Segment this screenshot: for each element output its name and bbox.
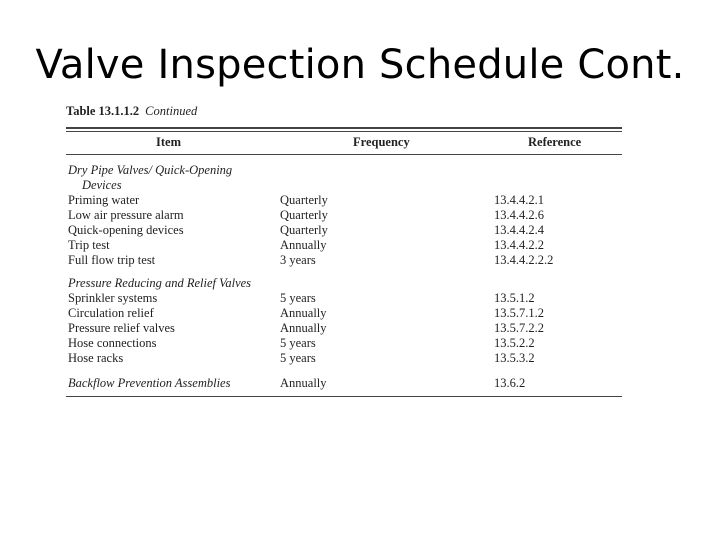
row-reference: 13.4.4.2.2 [494,238,544,252]
row-reference: 13.5.2.2 [494,336,535,350]
row-frequency: 5 years [280,291,316,305]
row-frequency: Annually [280,306,327,320]
row-item: Priming water [68,193,140,207]
section-title: Pressure Reducing and Relief Valves [68,276,252,290]
row-reference: 13.4.4.2.2.2 [494,253,554,267]
slide-title: Valve Inspection Schedule Cont. [35,42,685,88]
table-number: Table 13.1.1.2 [66,104,140,118]
table-bottom-rule [66,396,622,397]
row-item: Quick-opening devices [68,223,184,237]
table-row [66,351,622,366]
row-item: Sprinkler systems [68,291,158,305]
row-reference: 13.5.7.1.2 [494,306,544,320]
row-item: Hose racks [68,351,124,365]
table-row [66,208,622,223]
section-title: Dry Pipe Valves/ Quick-Opening [68,163,233,177]
header-reference: Reference [528,135,582,149]
table-body [66,155,622,396]
header-frequency: Frequency [353,135,410,149]
row-item: Hose connections [68,336,157,350]
row-frequency: 3 years [280,253,316,267]
table-row [66,223,622,238]
section-title-row [66,163,622,178]
section-title: Backflow Prevention Assemblies [68,376,231,390]
table-caption [66,102,622,120]
row-frequency: Quarterly [280,223,328,237]
row-frequency: Annually [280,321,327,335]
row-reference: 13.5.1.2 [494,291,535,305]
row-item: Low air pressure alarm [68,208,184,222]
row-frequency: Quarterly [280,193,328,207]
row-reference: 13.4.4.2.1 [494,193,544,207]
table-header [66,132,622,154]
row-frequency: Annually [280,376,327,390]
row-frequency: 5 years [280,351,316,365]
table-row [66,376,622,391]
row-reference: 13.4.4.2.6 [494,208,544,222]
row-frequency: Annually [280,238,327,252]
row-reference: 13.5.7.2.2 [494,321,544,335]
table-row [66,253,622,268]
table-row [66,291,622,306]
row-reference: 13.5.3.2 [494,351,535,365]
row-reference: 13.4.4.2.4 [494,223,544,237]
inspection-table [66,102,622,397]
section-title-continued: Devices [82,178,122,192]
header-item: Item [156,135,181,149]
section-title-row [66,178,622,193]
row-reference: 13.6.2 [494,376,526,390]
section-title-row [66,276,622,291]
row-frequency: Quarterly [280,208,328,222]
table-row [66,321,622,336]
row-item: Circulation relief [68,306,154,320]
row-item: Pressure relief valves [68,321,175,335]
table-row [66,238,622,253]
table-row [66,306,622,321]
row-item: Full flow trip test [68,253,156,267]
table-row [66,336,622,351]
table-continued-note: Continued [145,104,198,118]
row-frequency: 5 years [280,336,316,350]
row-item: Trip test [68,238,110,252]
table-row [66,193,622,208]
